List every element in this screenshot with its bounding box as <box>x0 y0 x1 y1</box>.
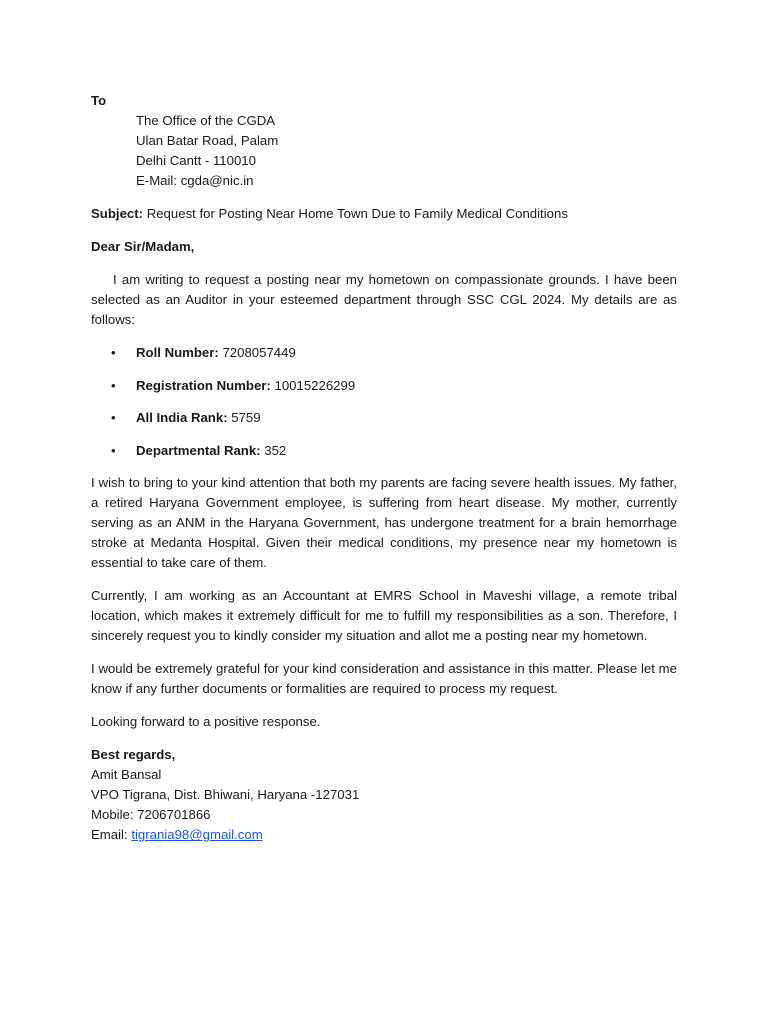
details-list <box>91 343 677 461</box>
intro-paragraph: I am writing to request a posting near my hometown on compassionate grounds. I have been selected as an Auditor in your esteemed department through SSC CGL 2024. My details are as follows: <box>91 272 677 327</box>
detail-roll-number <box>91 343 677 363</box>
parents-health-paragraph: I wish to bring to your kind attention that both my parents are facing severe health issues. My father, a retired Haryana Government employee, is suffering from heart disease. My mother, currently serving as an ANM in the Haryana Government, has undergone treatment for a brain hemorrhage stroke at Medanta Hospital. Given their medical conditions, my presence near my hometown is essential to take care of them. <box>91 475 677 571</box>
sender-email-link[interactable]: tigrania98@gmail.com <box>131 827 263 843</box>
email-label: Email: <box>91 827 128 843</box>
subject-label: Subject: <box>91 206 144 221</box>
bullet-icon: • <box>111 377 116 393</box>
sender-mobile: Mobile: 7206701866 <box>91 807 211 823</box>
salutation <box>91 237 677 257</box>
closing-salutation <box>91 745 677 765</box>
sender-email-line <box>91 825 677 845</box>
signature-block <box>91 745 677 845</box>
detail-label: All India Rank: <box>136 410 228 426</box>
detail-value: 352 <box>264 442 287 458</box>
bullet-icon: • <box>111 410 116 426</box>
subject-text: Request for Posting Near Home Town Due to Family Medical Conditions <box>146 206 568 221</box>
recipient-city: Delhi Cantt - 110010 <box>136 153 256 168</box>
recipient-address <box>136 111 677 191</box>
closing-text: Best regards, <box>91 747 176 763</box>
to-label: To <box>91 93 107 108</box>
recipient-email: E-Mail: cgda@nic.in <box>136 173 254 188</box>
bullet-icon: • <box>111 345 116 360</box>
recipient-office: The Office of the CGDA <box>136 113 276 128</box>
closing-line: Looking forward to a positive response. <box>91 714 321 730</box>
sender-address: VPO Tigrana, Dist. Bhiwani, Haryana -127031 <box>91 787 360 803</box>
detail-value: 7208057449 <box>222 345 296 360</box>
detail-value: 10015226299 <box>274 377 356 393</box>
detail-label: Departmental Rank: <box>136 442 261 458</box>
detail-value: 5759 <box>231 410 261 426</box>
sender-name: Amit Bansal <box>91 767 162 783</box>
subject-line <box>91 204 677 224</box>
detail-registration-number <box>91 376 677 396</box>
current-job-paragraph: Currently, I am working as an Accountant at EMRS School in Maveshi village, a remote tribal location, which makes it extremely difficult for me to fulfill my responsibilities as a son. Therefore, I sincerely request you to kindly consider my situation and allot me a posting near my hometown. <box>91 588 677 644</box>
bullet-icon: • <box>111 442 116 458</box>
detail-all-india-rank <box>91 408 677 428</box>
salutation-text: Dear Sir/Madam, <box>91 239 195 254</box>
gratitude-paragraph: I would be extremely grateful for your kind consideration and assistance in this matter. Please let me know if any further documents or formalities are required to process my request. <box>91 661 677 697</box>
detail-label: Roll Number: <box>136 345 219 360</box>
recipient-road: Ulan Batar Road, Palam <box>136 133 279 148</box>
detail-label: Registration Number: <box>136 377 271 393</box>
detail-departmental-rank <box>91 441 677 461</box>
